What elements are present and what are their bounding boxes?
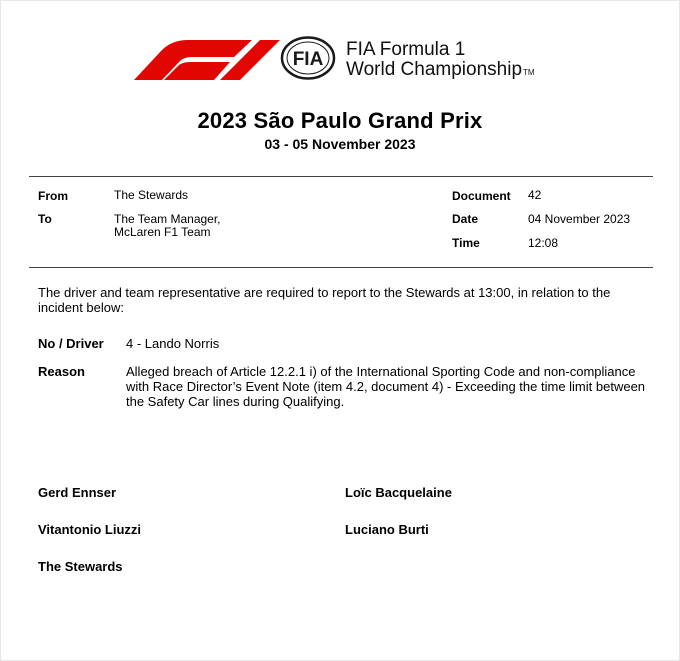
org-line2: World Championship [346,59,523,80]
f1-logo-icon [134,38,280,80]
event-title: 2023 São Paulo Grand Prix [197,108,483,133]
from-label: From [38,189,68,203]
driver-label: No / Driver [38,336,104,351]
reason-value: Alleged breach of Article 12.2.1 i) of the International Sporting Code and non-compliance with Race Director’s Event Note (item 4.2, document 4) - Exceeding the time limit between the Safety Car lines during Qualifying. [126,364,646,409]
steward-name: Luciano Burti [345,522,429,537]
signature-block: The Stewards [38,559,123,574]
steward-name: Vitantonio Liuzzi [38,522,142,537]
document-value: 42 [528,188,542,202]
fia-badge-icon [280,36,336,80]
championship-title [346,40,535,83]
document-label: Document [452,189,511,203]
header-logo [134,36,574,84]
driver-value: 4 - Lando Norris [126,336,220,351]
time-value: 12:08 [528,236,559,250]
intro-paragraph: The driver and team representative are required to report to the Stewards at 13:00, in relation to the incident below: [38,285,611,315]
event-dates: 03 - 05 November 2023 [264,136,416,152]
to-value-line2: McLaren F1 Team [114,225,211,239]
reason-label: Reason [38,364,85,379]
time-label: Time [452,236,480,250]
steward-name: Loïc Bacquelaine [345,485,452,500]
to-label: To [38,212,52,226]
org-line1: FIA Formula 1 [346,39,466,60]
trademark: TM [523,68,535,77]
from-value: The Stewards [114,188,189,202]
to-value-line1: The Team Manager, [114,212,221,226]
date-value: 04 November 2023 [528,212,631,226]
steward-name: Gerd Ennser [38,485,117,500]
date-label: Date [452,212,479,226]
divider-top [29,176,653,177]
divider-bottom [29,267,653,268]
fia-badge-text: FIA [292,49,324,70]
